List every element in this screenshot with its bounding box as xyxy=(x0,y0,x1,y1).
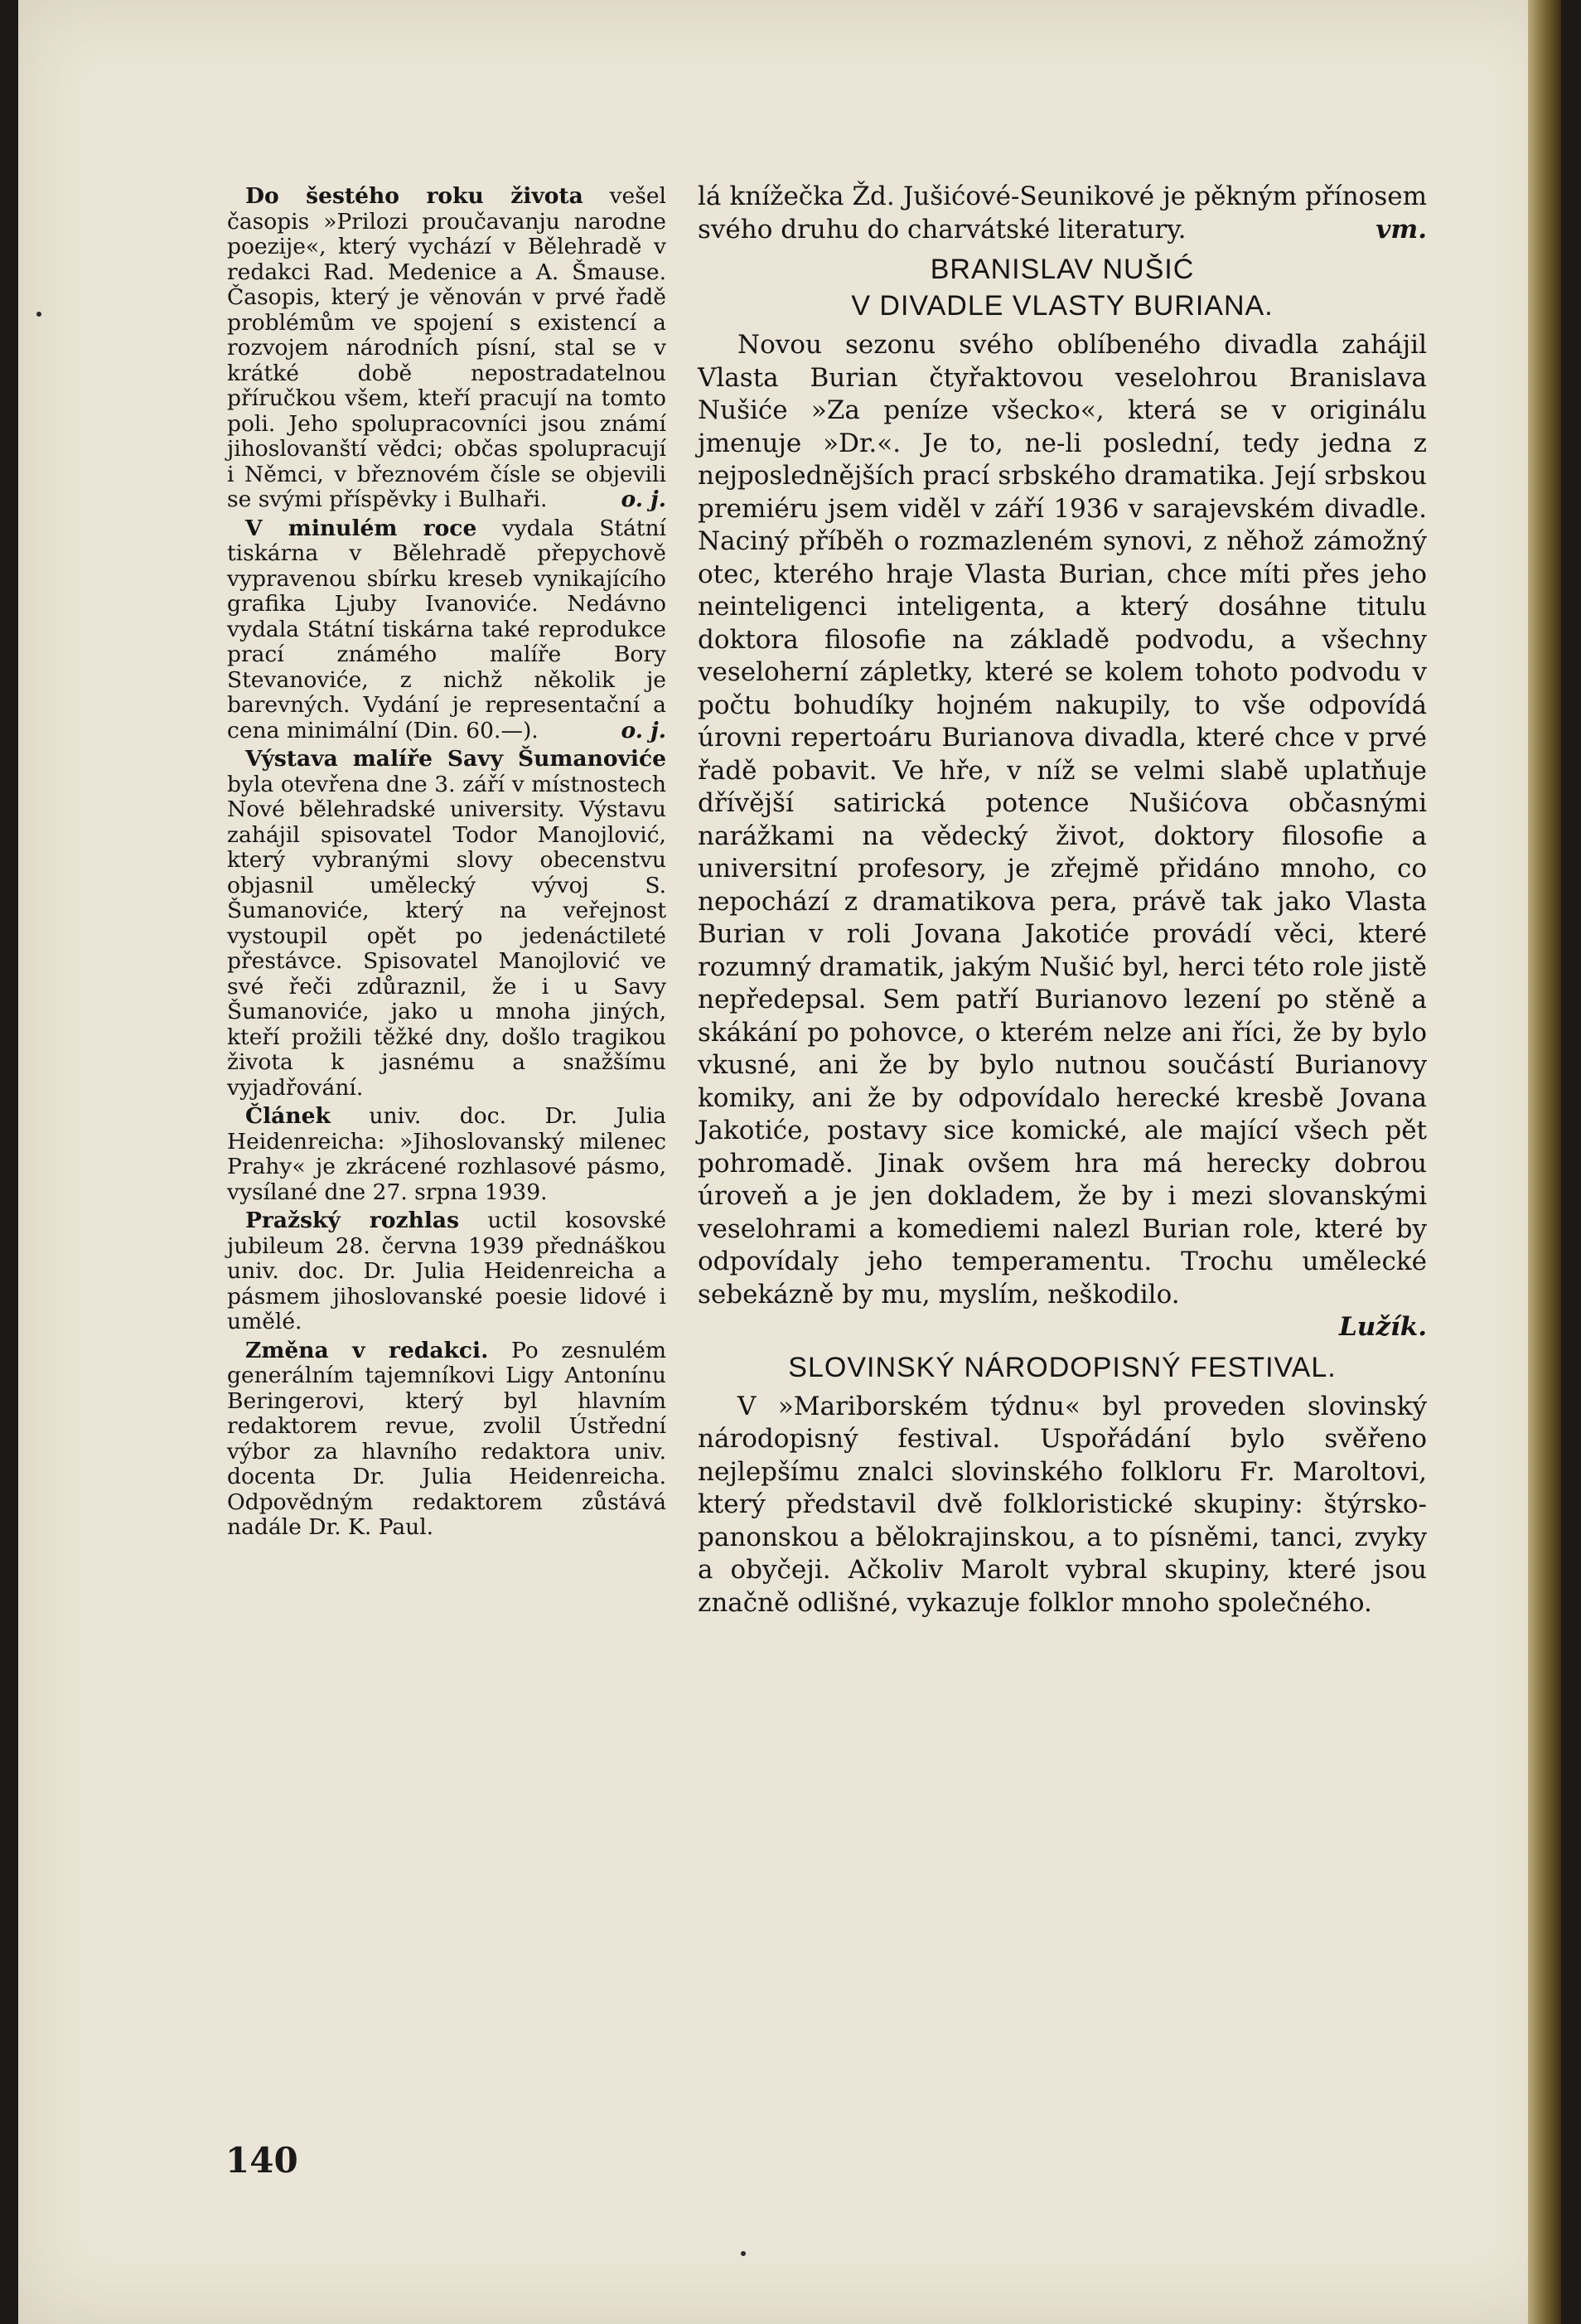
author-signature: o. j. xyxy=(621,487,666,512)
article-rozhlas xyxy=(227,1208,666,1335)
article-sumanovic xyxy=(227,747,666,1101)
article-lead: Změna v redakci. xyxy=(245,1337,489,1363)
article-text: vydala Státní tiskárna v Bělehradě přepychově vypravenou sbírku kreseb vynikajícího grafika Ljuby Ivanoviće. Nedávno vydala Státní tiskárna také reprodukce prací známého malíře Bory Stevanoviće, z nichž několik je barevných. Vydání je representační a cena minimální (Din. 60.—). xyxy=(227,515,666,743)
section-heading-nusic xyxy=(698,251,1427,324)
author-signature: o. j. xyxy=(621,717,666,743)
author-signature: Lužík. xyxy=(1339,1312,1427,1342)
article-lead: Článek xyxy=(245,1103,331,1129)
paper-speck xyxy=(36,312,41,317)
article-text: lá knížečka Žd. Jušićové-Seunikové je pěkným přínosem svého druhu do charvátské literatury. xyxy=(698,182,1427,245)
article-clanek xyxy=(227,1104,666,1205)
author-signature: vm. xyxy=(1376,214,1427,245)
article-text: vešel časopis »Prilozi proučavanju narodne poezije«, který vychází v Bělehradě v redakci Rad. Medenice a A. Šmause. Časopis, který je věnován v prvé řadě problémům ve spojení s existencí a rozvojem národních písní, stal se v krátké době nepostradatelnou příručkou všem, kteří pracují na tomto poli. Jeho spolupracovníci jsou známí jihoslovanští vědci; občas spolupracují i Němci, v březnovém čísle se objevili se svými příspěvky i Bulhaři. xyxy=(227,183,666,512)
article-nusic xyxy=(698,329,1427,1344)
article-prilozi xyxy=(227,184,666,513)
article-text: Novou sezonu svého oblíbeného divadla zahájil Vlasta Burian čtyřaktovou veselohrou Branislava Nušiće »Za peníze všecko«, která se v originálu jmenuje »Dr.«. Je to, ne-li poslední, tedy jedna z nejposlednějších prací srbského dramatika. Její srbskou premiéru jsem viděl v září 1936 v sarajevském divadle. Naciný příběh o rozmazleném synovi, z něhož zámožný otec, kterého hraje Vlasta Burian, chce míti přes jeho neinteligenci inteligenta, a který dosáhne titulu doktora filosofie na základě podvodu, a všechny veseloherní zápletky, které se kolem tohoto podvodu v počtu bohudíky hojném nakupily, to vše odpovídá úrovni repertoáru Burianova divadla, které chce v prvé řadě pobavit. Ve hře, v níž se velmi slabě uplatňuje dřívější satirická potence Nušićova občasnými narážkami na vědecký život, doktory filosofie a universitní profesory, je zřejmě přidáno mnoho, co nepochází z dramatikova pera, právě tak jako Vlasta Burian v roli Jovana Jakotiće provádí věci, které rozumný dramatik, jakým Nušić byl, herci této role jistě nepředepsal. Sem patří Burianovo lezení po stěně a skákání po pohovce, o kterém nelze ani říci, že by bylo vkusné, ani že by bylo nutnou součástí Burianovy komiky, ani že by odpovídalo herecké kresbě Jovana Jakotiće, postavy sice komické, ale mající všech pět pohromadě. Jinak ovšem hra má herecky dobrou úroveň a je jen dokladem, že by i mezi slovanskými veselohrami a komediemi nalezl Burian role, které by odpovídaly jeho temperamentu. Trochu umělecké sebekázně by mu, myslím, neškodilo. xyxy=(698,330,1427,1310)
article-continuation xyxy=(698,181,1427,246)
article-text: byla otevřena dne 3. září v místnostech Nové bělehradské university. Výstavu zahájil spisovatel Todor Manojlović, který vybranými slovy obecenstvu objasnil umělecký vývoj S. Šumanoviće, který na veřejnost vystoupil opět po jedenáctileté přestávce. Spisovatel Manojlović ve své řeči zdůraznil, že i u Savy Šumanoviće, jako u mnoha jiných, kteří prožili těžké dny, došlo tragikou života k jasnému a snažšímu vyjadřování. xyxy=(227,771,666,1101)
paper-speck xyxy=(741,2251,746,2256)
right-column xyxy=(698,181,1427,1623)
book-page xyxy=(18,0,1561,2324)
article-lead: Pražský rozhlas xyxy=(245,1208,459,1233)
article-text: uctil kosovské jubileum 28. června 1939 přednáškou univ. doc. Dr. Julia Heidenreicha a pásmem jihoslovanské poesie lidové i umělé. xyxy=(227,1208,666,1334)
page-number: 140 xyxy=(225,2140,298,2181)
article-ivanovic xyxy=(227,516,666,744)
article-text: univ. doc. Dr. Julia Heidenreicha: »Jihoslovanský milenec Prahy« je zkrácené rozhlasové pásmo, vysílané dne 27. srpna 1939. xyxy=(227,1103,666,1205)
book-binding-edge xyxy=(1528,0,1561,2324)
left-column xyxy=(227,184,666,1544)
article-lead: Výstava malíře Savy Šumanoviće xyxy=(245,746,666,772)
article-lead: V minulém roce xyxy=(245,515,477,541)
article-text: V »Mariborském týdnu« byl proveden slovinský národopisný festival. Uspořádání bylo svěřeno nejlepšímu znalci slovinského folkloru Fr. Maroltovi, který představil dvě folkloristické skupiny: štýrsko-panonskou a bělokrajinskou, a to písněmi, tanci, zvyky a obyčeji. Ačkoliv Marolt vybral skupiny, které jsou značně odlišné, vykazuje folklor mnoho společného. xyxy=(698,1391,1427,1618)
heading-line: V DIVADLE VLASTY BURIANA. xyxy=(851,290,1274,322)
article-text: Po zesnulém generálním tajemníkovi Ligy Antonínu Beringerovi, který byl hlavním redaktorem revue, zvolil Ústřední výbor za hlavního redaktora univ. docenta Dr. Julia Heidenreicha. Odpovědným redaktorem zůstává nadále Dr. K. Paul. xyxy=(227,1337,666,1540)
article-lead: Do šestého roku života xyxy=(245,183,583,209)
section-heading-festival: SLOVINSKÝ NÁRODOPISNÝ FESTIVAL. xyxy=(788,1351,1337,1383)
article-festival xyxy=(698,1391,1427,1620)
article-redakce xyxy=(227,1339,666,1541)
heading-line: BRANISLAV NUŠIĆ xyxy=(930,254,1195,285)
